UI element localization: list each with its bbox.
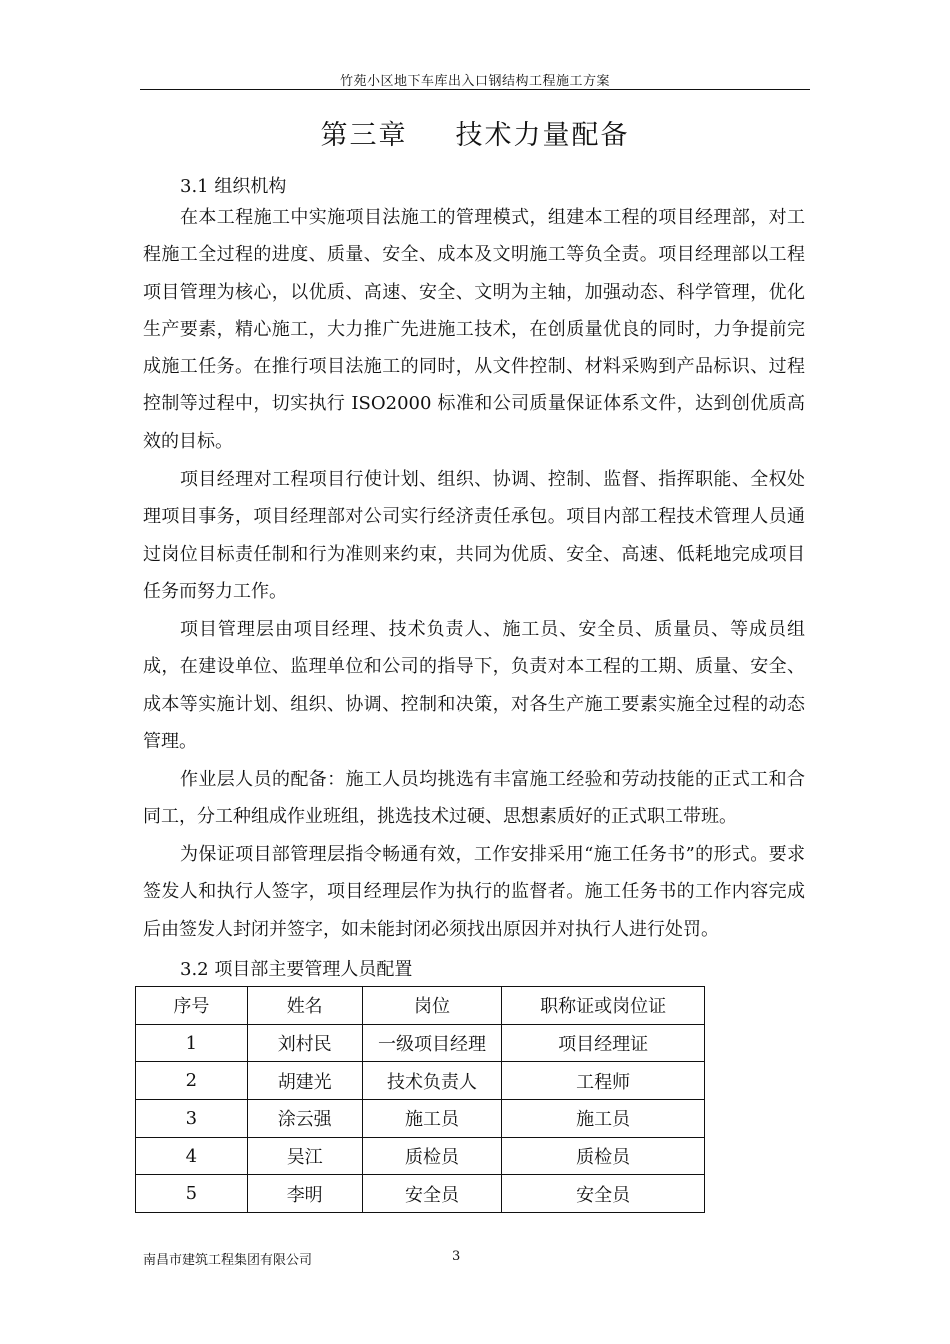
cell-position: 安全员 [362, 1175, 502, 1213]
table-row [136, 1100, 705, 1138]
paragraph-task-order: 为保证项目部管理层指令畅通有效，工作安排采用“施工任务书”的形式。要求签发人和执行人签字，项目经理层作为执行的监督者。施工任务书的工作内容完成后由签发人封闭并签字，如未能封闭必须找出原因并对执行人进行处罚。 [143, 844, 805, 940]
cell-index: 5 [136, 1175, 248, 1213]
cell-position: 施工员 [362, 1100, 502, 1138]
chapter-number: 第三章 [320, 120, 408, 151]
paragraph-management-layer: 项目管理层由项目经理、技术负责人、施工员、安全员、质量员、等成员组成，在建设单位、监理单位和公司的指导下，负责对本工程的工期、质量、安全、成本等实施计划、组织、协调、控制和决策，对各生产施工要素实施全过程的动态管理。 [143, 619, 805, 752]
cell-name: 胡建光 [247, 1062, 362, 1100]
table-row [136, 1062, 705, 1100]
cell-index: 3 [136, 1100, 248, 1138]
page-header: 竹苑小区地下车库出入口钢结构工程施工方案 [339, 74, 610, 89]
section-heading-staff: 3.2 项目部主要管理人员配置 [180, 959, 413, 980]
cell-name: 刘村民 [247, 1024, 362, 1062]
cell-name: 涂云强 [247, 1100, 362, 1138]
section-heading-organization: 3.1 组织机构 [180, 176, 287, 197]
staff-table [135, 986, 705, 1213]
table-row [136, 1175, 705, 1213]
column-header-position: 岗位 [362, 987, 502, 1025]
cell-certificate: 质检员 [502, 1137, 705, 1175]
column-header-name: 姓名 [247, 987, 362, 1025]
page-number: 3 [452, 1249, 461, 1264]
cell-name: 李明 [247, 1175, 362, 1213]
chapter-title [0, 113, 950, 152]
paragraph-worker-allocation: 作业层人员的配备：施工人员均挑选有丰富施工经验和劳动技能的正式工和合同工，分工种组成作业班组，挑选技术过硬、思想素质好的正式职工带班。 [143, 769, 805, 828]
cell-index: 1 [136, 1024, 248, 1062]
footer-company: 南昌市建筑工程集团有限公司 [143, 1253, 313, 1268]
cell-position: 一级项目经理 [362, 1024, 502, 1062]
table-row [136, 1024, 705, 1062]
cell-index: 4 [136, 1137, 248, 1175]
cell-position: 技术负责人 [362, 1062, 502, 1100]
paragraph-manager-duties: 项目经理对工程项目行使计划、组织、协调、控制、监督、指挥职能、全权处理项目事务，项目经理部对公司实行经济责任承包。项目内部工程技术管理人员通过岗位目标责任制和行为准则来约束，共同为优质、安全、高速、低耗地完成项目任务而努力工作。 [143, 469, 805, 602]
paragraph-organization-mode: 在本工程施工中实施项目法施工的管理模式，组建本工程的项目经理部，对工程施工全过程的进度、质量、安全、成本及文明施工等负全责。项目经理部以工程项目管理为核心，以优质、高速、安全、文明为主轴，加强动态、科学管理，优化生产要素，精心施工，大力推广先进施工技术，在创质量优良的同时，力争提前完成施工任务。在推行项目法施工的同时，从文件控制、材料采购到产品标识、过程控制等过程中，切实执行 ISO2000 标准和公司质量保证体系文件，达到创优质高效的目标。 [143, 207, 805, 452]
cell-certificate: 工程师 [502, 1062, 705, 1100]
cell-position: 质检员 [362, 1137, 502, 1175]
column-header-certificate: 职称证或岗位证 [502, 987, 705, 1025]
cell-index: 2 [136, 1062, 248, 1100]
chapter-name: 技术力量配备 [455, 120, 630, 151]
cell-certificate: 项目经理证 [502, 1024, 705, 1062]
cell-certificate: 安全员 [502, 1175, 705, 1213]
header-divider [140, 89, 810, 90]
table-header-row [136, 987, 705, 1025]
cell-certificate: 施工员 [502, 1100, 705, 1138]
column-header-index: 序号 [136, 987, 248, 1025]
cell-name: 吴江 [247, 1137, 362, 1175]
table-row [136, 1137, 705, 1175]
